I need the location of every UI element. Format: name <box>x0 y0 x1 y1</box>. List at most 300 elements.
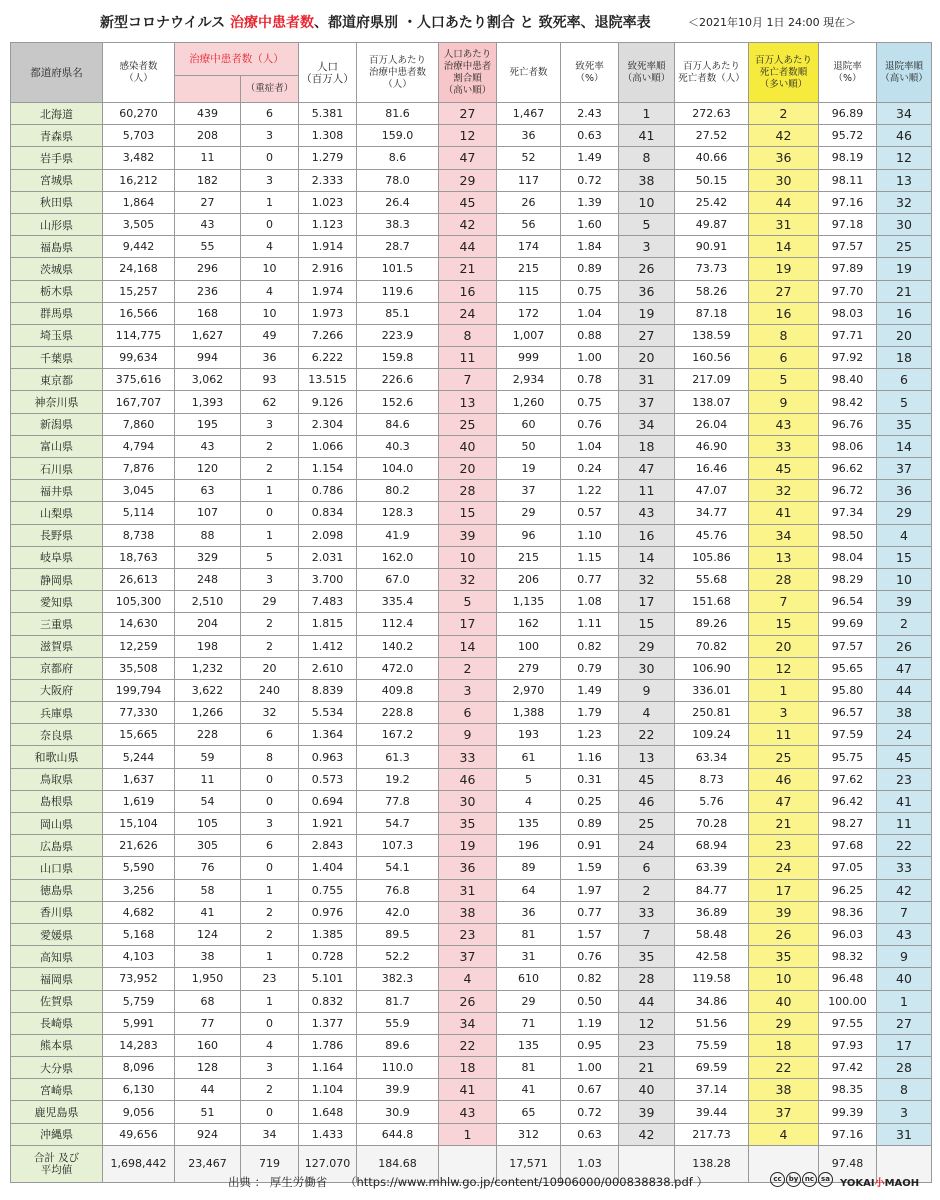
cell-treating: 120 <box>175 458 241 480</box>
cell-treating-rank: 29 <box>439 169 497 191</box>
cell-treating: 3,062 <box>175 369 241 391</box>
cell-deaths-per-m-rank: 23 <box>749 835 819 857</box>
cell-fatality-rank: 6 <box>619 857 675 879</box>
cell-deaths-per-m-rank: 19 <box>749 258 819 280</box>
cell-infected: 21,626 <box>103 835 175 857</box>
cell-fatality: 1.22 <box>561 480 619 502</box>
cell-deaths: 215 <box>497 258 561 280</box>
cell-discharge-rank: 2 <box>877 613 932 635</box>
table-row <box>11 568 932 590</box>
cell-severe: 4 <box>241 1034 299 1056</box>
cell-infected: 5,991 <box>103 1012 175 1034</box>
cell-deaths: 206 <box>497 568 561 590</box>
cell-deaths-per-m: 336.01 <box>675 679 749 701</box>
table-row <box>11 324 932 346</box>
cell-infected: 4,103 <box>103 946 175 968</box>
cell-severe: 36 <box>241 347 299 369</box>
cell-severe: 8 <box>241 746 299 768</box>
cell-discharge: 98.35 <box>819 1079 877 1101</box>
cell-deaths-per-m-rank: 9 <box>749 391 819 413</box>
cell-treating-per-m: 38.3 <box>357 213 439 235</box>
cell-fatality-rank: 40 <box>619 1079 675 1101</box>
cc-icon: cc <box>770 1172 785 1187</box>
table-row <box>11 103 932 125</box>
cell-treating-rank: 19 <box>439 835 497 857</box>
cell-treating-per-m: 26.4 <box>357 191 439 213</box>
table-row <box>11 458 932 480</box>
cell-fatality: 1.49 <box>561 147 619 169</box>
cell-treating: 439 <box>175 103 241 125</box>
cell-population: 0.976 <box>299 901 357 923</box>
cell-fatality-rank: 47 <box>619 458 675 480</box>
cell-deaths-per-m-rank: 25 <box>749 746 819 768</box>
cell-population: 0.755 <box>299 879 357 901</box>
cell-severe: 1 <box>241 480 299 502</box>
cell-deaths-per-m-rank: 37 <box>749 1101 819 1123</box>
total-fatality: 1.03 <box>561 1145 619 1182</box>
cell-treating-rank: 6 <box>439 702 497 724</box>
cell-treating-rank: 32 <box>439 568 497 590</box>
cell-discharge-rank: 3 <box>877 1101 932 1123</box>
cell-treating-per-m: 39.9 <box>357 1079 439 1101</box>
cell-population: 7.483 <box>299 591 357 613</box>
cell-fatality-rank: 31 <box>619 369 675 391</box>
title-bar <box>0 0 940 40</box>
cell-discharge-rank: 4 <box>877 524 932 546</box>
cell-discharge: 99.39 <box>819 1101 877 1123</box>
cell-treating-per-m: 80.2 <box>357 480 439 502</box>
cell-severe: 23 <box>241 968 299 990</box>
cell-treating-per-m: 40.3 <box>357 435 439 457</box>
cell-deaths-per-m: 63.39 <box>675 857 749 879</box>
cell-deaths: 2,934 <box>497 369 561 391</box>
table-row <box>11 968 932 990</box>
cell-infected: 73,952 <box>103 968 175 990</box>
cell-deaths: 215 <box>497 546 561 568</box>
cell-severe: 2 <box>241 635 299 657</box>
cell-fatality-rank: 36 <box>619 280 675 302</box>
cell-treating-rank: 40 <box>439 435 497 457</box>
cell-fatality-rank: 9 <box>619 679 675 701</box>
cell-fatality-rank: 24 <box>619 835 675 857</box>
cell-fatality: 1.15 <box>561 546 619 568</box>
cell-severe: 29 <box>241 591 299 613</box>
table-row <box>11 768 932 790</box>
cell-discharge: 97.16 <box>819 191 877 213</box>
cell-discharge-rank: 44 <box>877 679 932 701</box>
cell-infected: 5,244 <box>103 746 175 768</box>
cell-treating-rank: 24 <box>439 302 497 324</box>
cell-severe: 3 <box>241 125 299 147</box>
cell-pref: 沖縄県 <box>11 1123 103 1145</box>
cell-deaths-per-m: 46.90 <box>675 435 749 457</box>
cell-discharge: 98.11 <box>819 169 877 191</box>
cell-pref: 和歌山県 <box>11 746 103 768</box>
cell-deaths: 312 <box>497 1123 561 1145</box>
cell-population: 1.404 <box>299 857 357 879</box>
cell-treating: 77 <box>175 1012 241 1034</box>
cell-population: 1.648 <box>299 1101 357 1123</box>
cell-discharge: 95.72 <box>819 125 877 147</box>
cell-deaths: 1,260 <box>497 391 561 413</box>
cell-discharge-rank: 28 <box>877 1057 932 1079</box>
cell-fatality-rank: 33 <box>619 901 675 923</box>
cell-treating-per-m: 159.8 <box>357 347 439 369</box>
cell-infected: 3,256 <box>103 879 175 901</box>
cell-pref: 大阪府 <box>11 679 103 701</box>
cell-population: 1.364 <box>299 724 357 746</box>
as-of-date: ＜2021年10月 1日 24:00 現在＞ <box>688 16 857 29</box>
cell-population: 1.412 <box>299 635 357 657</box>
cell-deaths-per-m-rank: 20 <box>749 635 819 657</box>
cell-fatality-rank: 41 <box>619 125 675 147</box>
cell-deaths-per-m: 26.04 <box>675 413 749 435</box>
cell-fatality: 1.23 <box>561 724 619 746</box>
cell-deaths-per-m: 84.77 <box>675 879 749 901</box>
cell-treating: 1,266 <box>175 702 241 724</box>
cell-deaths: 135 <box>497 1034 561 1056</box>
cell-treating-rank: 39 <box>439 524 497 546</box>
cell-deaths-per-m-rank: 17 <box>749 879 819 901</box>
cell-fatality-rank: 32 <box>619 568 675 590</box>
cell-infected: 5,590 <box>103 857 175 879</box>
cell-deaths-per-m: 87.18 <box>675 302 749 324</box>
cell-discharge-rank: 14 <box>877 435 932 457</box>
header-fatality-rank: 致死率順 （高い順） <box>619 43 675 103</box>
cell-deaths-per-m: 217.73 <box>675 1123 749 1145</box>
cell-treating: 44 <box>175 1079 241 1101</box>
cell-infected: 77,330 <box>103 702 175 724</box>
cell-treating: 248 <box>175 568 241 590</box>
cell-treating-rank: 13 <box>439 391 497 413</box>
source-citation <box>228 1174 708 1190</box>
cell-discharge: 96.03 <box>819 923 877 945</box>
cell-fatality: 1.04 <box>561 435 619 457</box>
cell-treating-per-m: 104.0 <box>357 458 439 480</box>
table-row <box>11 724 932 746</box>
cell-discharge-rank: 42 <box>877 879 932 901</box>
cell-fatality: 1.11 <box>561 613 619 635</box>
table-row <box>11 1101 932 1123</box>
cell-fatality-rank: 21 <box>619 1057 675 1079</box>
cell-treating: 51 <box>175 1101 241 1123</box>
cell-pref: 熊本県 <box>11 1034 103 1056</box>
cell-severe: 0 <box>241 790 299 812</box>
cell-treating-rank: 11 <box>439 347 497 369</box>
table-row <box>11 635 932 657</box>
cell-treating-rank: 22 <box>439 1034 497 1056</box>
cell-deaths-per-m-rank: 6 <box>749 347 819 369</box>
cell-treating-per-m: 41.9 <box>357 524 439 546</box>
cell-infected: 15,104 <box>103 813 175 835</box>
cell-deaths-per-m-rank: 27 <box>749 280 819 302</box>
cell-severe: 0 <box>241 1012 299 1034</box>
cell-severe: 2 <box>241 435 299 457</box>
cell-discharge: 96.89 <box>819 103 877 125</box>
table-row <box>11 435 932 457</box>
cell-fatality: 0.75 <box>561 391 619 413</box>
cell-fatality: 0.95 <box>561 1034 619 1056</box>
cell-treating-rank: 44 <box>439 236 497 258</box>
cell-treating-per-m: 89.6 <box>357 1034 439 1056</box>
cell-infected: 7,860 <box>103 413 175 435</box>
cell-pref: 岩手県 <box>11 147 103 169</box>
cell-severe: 62 <box>241 391 299 413</box>
cell-fatality: 0.75 <box>561 280 619 302</box>
cell-deaths: 174 <box>497 236 561 258</box>
cell-severe: 20 <box>241 657 299 679</box>
nc-icon: nc <box>802 1172 817 1187</box>
cell-discharge-rank: 26 <box>877 635 932 657</box>
cell-severe: 2 <box>241 923 299 945</box>
table-row <box>11 169 932 191</box>
cell-discharge: 98.03 <box>819 302 877 324</box>
cell-deaths-per-m-rank: 42 <box>749 125 819 147</box>
cell-deaths: 196 <box>497 835 561 857</box>
title-prefix: 新型コロナウイルス <box>100 15 226 31</box>
cell-fatality: 0.82 <box>561 968 619 990</box>
cell-treating-rank: 14 <box>439 635 497 657</box>
table-row <box>11 213 932 235</box>
cell-treating-per-m: 472.0 <box>357 657 439 679</box>
cell-fatality-rank: 25 <box>619 813 675 835</box>
cell-infected: 167,707 <box>103 391 175 413</box>
cell-population: 1.164 <box>299 1057 357 1079</box>
cell-severe: 0 <box>241 1101 299 1123</box>
cell-fatality-rank: 11 <box>619 480 675 502</box>
table-row <box>11 613 932 635</box>
cell-treating-rank: 37 <box>439 946 497 968</box>
cell-treating-per-m: 67.0 <box>357 568 439 590</box>
table-row <box>11 280 932 302</box>
cell-pref: 神奈川県 <box>11 391 103 413</box>
total-population: 127.070 <box>299 1145 357 1182</box>
by-icon: by <box>786 1172 801 1187</box>
cell-fatality: 0.50 <box>561 990 619 1012</box>
cell-treating-per-m: 107.3 <box>357 835 439 857</box>
cell-treating: 329 <box>175 546 241 568</box>
cell-fatality: 1.57 <box>561 923 619 945</box>
footer <box>0 1168 940 1196</box>
cell-fatality: 0.63 <box>561 1123 619 1145</box>
cell-fatality-rank: 22 <box>619 724 675 746</box>
cell-pref: 島根県 <box>11 790 103 812</box>
cell-discharge: 98.06 <box>819 435 877 457</box>
cell-infected: 5,703 <box>103 125 175 147</box>
source-url[interactable]: （https://www.mhlw.go.jp/content/10906000/000838838.pdf ） <box>344 1175 708 1189</box>
cell-deaths: 65 <box>497 1101 561 1123</box>
cell-treating-per-m: 228.8 <box>357 702 439 724</box>
cell-fatality-rank: 14 <box>619 546 675 568</box>
cell-discharge-rank: 11 <box>877 813 932 835</box>
cell-treating: 208 <box>175 125 241 147</box>
cell-discharge-rank: 30 <box>877 213 932 235</box>
cell-discharge-rank: 29 <box>877 502 932 524</box>
cell-discharge-rank: 21 <box>877 280 932 302</box>
cell-discharge-rank: 36 <box>877 480 932 502</box>
cell-pref: 秋田県 <box>11 191 103 213</box>
cell-deaths-per-m: 73.73 <box>675 258 749 280</box>
cell-treating-per-m: 81.7 <box>357 990 439 1012</box>
cell-deaths: 52 <box>497 147 561 169</box>
cell-infected: 60,270 <box>103 103 175 125</box>
cell-discharge-rank: 37 <box>877 458 932 480</box>
cell-treating-per-m: 140.2 <box>357 635 439 657</box>
cell-fatality: 1.19 <box>561 1012 619 1034</box>
cell-pref: 富山県 <box>11 435 103 457</box>
cell-treating-rank: 7 <box>439 369 497 391</box>
cell-discharge-rank: 18 <box>877 347 932 369</box>
cell-treating: 11 <box>175 147 241 169</box>
cell-fatality-rank: 44 <box>619 990 675 1012</box>
cell-severe: 32 <box>241 702 299 724</box>
cell-deaths-per-m: 27.52 <box>675 125 749 147</box>
cell-discharge: 95.65 <box>819 657 877 679</box>
cell-deaths: 1,007 <box>497 324 561 346</box>
cell-infected: 12,259 <box>103 635 175 657</box>
cell-pref: 三重県 <box>11 613 103 635</box>
cell-deaths-per-m: 34.86 <box>675 990 749 1012</box>
cell-fatality: 1.16 <box>561 746 619 768</box>
cell-treating-rank: 9 <box>439 724 497 746</box>
cell-fatality: 1.00 <box>561 347 619 369</box>
total-treating-per-m: 184.68 <box>357 1145 439 1182</box>
sa-icon: sa <box>818 1172 833 1187</box>
cell-severe: 0 <box>241 768 299 790</box>
cell-population: 1.973 <box>299 302 357 324</box>
cell-fatality: 1.04 <box>561 302 619 324</box>
cell-severe: 10 <box>241 302 299 324</box>
cell-infected: 9,056 <box>103 1101 175 1123</box>
cell-treating-per-m: 54.7 <box>357 813 439 835</box>
cell-fatality-rank: 4 <box>619 702 675 724</box>
cell-discharge: 98.04 <box>819 546 877 568</box>
cell-treating-rank: 45 <box>439 191 497 213</box>
cell-treating-rank: 10 <box>439 546 497 568</box>
cell-discharge: 95.80 <box>819 679 877 701</box>
cell-fatality-rank: 42 <box>619 1123 675 1145</box>
header-deaths-per-m: 百万人あたり 死亡者数（人） <box>675 43 749 103</box>
cell-infected: 16,566 <box>103 302 175 324</box>
cell-discharge: 97.57 <box>819 635 877 657</box>
cell-deaths-per-m-rank: 30 <box>749 169 819 191</box>
cell-treating: 195 <box>175 413 241 435</box>
cell-severe: 3 <box>241 813 299 835</box>
header-treating-rank: 人口あたり 治療中患者 割合順 （高い順） <box>439 43 497 103</box>
header-pref: 都道府県名 <box>11 43 103 103</box>
cell-deaths: 279 <box>497 657 561 679</box>
cell-discharge-rank: 16 <box>877 302 932 324</box>
cell-fatality-rank: 28 <box>619 968 675 990</box>
cell-fatality-rank: 2 <box>619 879 675 901</box>
cell-treating-per-m: 78.0 <box>357 169 439 191</box>
cell-discharge: 96.25 <box>819 879 877 901</box>
cell-fatality: 0.89 <box>561 258 619 280</box>
cell-discharge-rank: 45 <box>877 746 932 768</box>
cell-severe: 3 <box>241 1057 299 1079</box>
cell-discharge: 97.68 <box>819 835 877 857</box>
cell-treating-rank: 31 <box>439 879 497 901</box>
table-row <box>11 1034 932 1056</box>
brand-logo: YOKAI小MAOH <box>840 1178 920 1189</box>
cell-fatality: 1.00 <box>561 1057 619 1079</box>
cell-fatality-rank: 12 <box>619 1012 675 1034</box>
cell-deaths-per-m-rank: 1 <box>749 679 819 701</box>
header-discharge-rank: 退院率順 （高い順） <box>877 43 932 103</box>
cell-deaths-per-m: 5.76 <box>675 790 749 812</box>
cell-discharge-rank: 34 <box>877 103 932 125</box>
cell-discharge: 96.54 <box>819 591 877 613</box>
cell-discharge-rank: 13 <box>877 169 932 191</box>
cell-deaths-per-m-rank: 4 <box>749 1123 819 1145</box>
cell-treating: 55 <box>175 236 241 258</box>
cell-pref: 高知県 <box>11 946 103 968</box>
cell-severe: 6 <box>241 724 299 746</box>
cell-infected: 375,616 <box>103 369 175 391</box>
cell-treating-per-m: 54.1 <box>357 857 439 879</box>
cell-deaths-per-m: 106.90 <box>675 657 749 679</box>
table-row <box>11 147 932 169</box>
cell-infected: 6,130 <box>103 1079 175 1101</box>
cell-deaths: 41 <box>497 1079 561 1101</box>
cell-treating-rank: 36 <box>439 857 497 879</box>
title-highlight: 治療中患者数 <box>230 15 315 31</box>
cell-treating: 76 <box>175 857 241 879</box>
cell-treating: 1,627 <box>175 324 241 346</box>
cell-severe: 3 <box>241 413 299 435</box>
cell-population: 5.101 <box>299 968 357 990</box>
cell-treating: 88 <box>175 524 241 546</box>
cell-severe: 6 <box>241 103 299 125</box>
cell-fatality: 0.82 <box>561 635 619 657</box>
total-discharge: 97.48 <box>819 1145 877 1182</box>
cell-treating: 11 <box>175 768 241 790</box>
cell-pref: 岐阜県 <box>11 546 103 568</box>
cell-treating-rank: 4 <box>439 968 497 990</box>
cell-treating: 63 <box>175 480 241 502</box>
cell-discharge: 97.18 <box>819 213 877 235</box>
cell-treating-per-m: 226.6 <box>357 369 439 391</box>
cell-treating: 58 <box>175 879 241 901</box>
cell-infected: 5,168 <box>103 923 175 945</box>
cell-pref: 福井県 <box>11 480 103 502</box>
cell-discharge-rank: 47 <box>877 657 932 679</box>
cell-deaths: 5 <box>497 768 561 790</box>
cell-fatality-rank: 46 <box>619 790 675 812</box>
cell-treating-rank: 12 <box>439 125 497 147</box>
cell-population: 13.515 <box>299 369 357 391</box>
cell-fatality-rank: 5 <box>619 213 675 235</box>
cell-infected: 9,442 <box>103 236 175 258</box>
total-deaths-per-m: 138.28 <box>675 1145 749 1182</box>
cell-treating-rank: 30 <box>439 790 497 812</box>
cell-discharge: 98.32 <box>819 946 877 968</box>
cell-deaths-per-m: 58.26 <box>675 280 749 302</box>
total-severe: 719 <box>241 1145 299 1182</box>
cell-fatality: 0.31 <box>561 768 619 790</box>
cell-infected: 199,794 <box>103 679 175 701</box>
page-title <box>100 12 651 32</box>
cell-pref: 福岡県 <box>11 968 103 990</box>
cell-treating: 160 <box>175 1034 241 1056</box>
cell-fatality: 1.49 <box>561 679 619 701</box>
cell-treating-per-m: 152.6 <box>357 391 439 413</box>
cell-fatality: 1.60 <box>561 213 619 235</box>
cell-discharge: 97.55 <box>819 1012 877 1034</box>
cell-population: 1.815 <box>299 613 357 635</box>
cell-deaths-per-m-rank: 46 <box>749 768 819 790</box>
cell-treating: 204 <box>175 613 241 635</box>
